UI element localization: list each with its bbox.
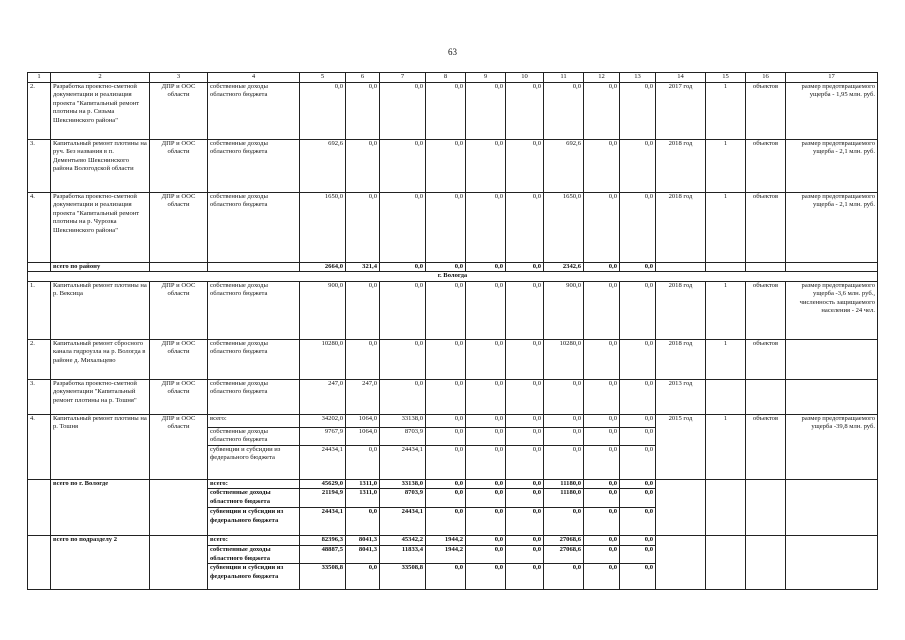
amount-cell: 24434,1 <box>300 508 346 536</box>
amount-cell: 0,0 <box>620 545 656 563</box>
executor: ДПР и ООС области <box>150 379 208 414</box>
amount-cell: 0,0 <box>426 379 466 414</box>
row-number: 4. <box>28 192 51 262</box>
amount-cell: 0,0 <box>584 379 620 414</box>
amount-cell: 1064,0 <box>346 427 380 445</box>
unit: объектов <box>746 339 786 379</box>
funding-source: всего: <box>208 414 300 427</box>
project-row <box>28 192 878 262</box>
amount-cell: 0,0 <box>620 339 656 379</box>
blank-cell <box>706 536 746 590</box>
funding-source: всего: <box>208 479 300 489</box>
project-row <box>28 339 878 379</box>
column-number: 14 <box>656 73 706 83</box>
funding-source: собственные доходы областного бюджета <box>208 339 300 379</box>
amount-cell: 10280,0 <box>544 339 584 379</box>
amount-cell: 0,0 <box>584 564 620 590</box>
amount-cell: 0,0 <box>584 445 620 479</box>
amount-cell: 0,0 <box>380 139 426 192</box>
amount-cell: 0,0 <box>426 139 466 192</box>
amount-cell: 692,6 <box>300 139 346 192</box>
project-name: Капитальный ремонт плотины на руч. Без названия в п. Дементьево Шекснинского района Вологодской области <box>51 139 150 192</box>
project-row <box>28 139 878 192</box>
amount-cell: 1311,0 <box>346 479 380 489</box>
amount-cell: 0,0 <box>620 479 656 489</box>
project-name: Капитальный ремонт плотины на р. Тошня <box>51 414 150 479</box>
amount-cell: 0,0 <box>466 339 506 379</box>
amount-cell: 34202,0 <box>300 414 346 427</box>
amount-cell: 0,0 <box>380 379 426 414</box>
blank-cell <box>28 262 51 272</box>
amount-cell: 0,0 <box>506 479 544 489</box>
amount-cell: 10280,0 <box>300 339 346 379</box>
blank-cell <box>208 262 300 272</box>
total-label: всего по району <box>51 262 150 272</box>
funding-source: субвенции и субсидии из федерального бюджета <box>208 445 300 479</box>
amount-cell: 1944,2 <box>426 536 466 546</box>
row-number: 1. <box>28 281 51 339</box>
amount-cell: 0,0 <box>346 508 380 536</box>
column-number: 15 <box>706 73 746 83</box>
column-number: 12 <box>584 73 620 83</box>
amount-cell: 0,0 <box>620 536 656 546</box>
amount-cell: 0,0 <box>380 281 426 339</box>
amount-cell: 0,0 <box>466 379 506 414</box>
amount-cell: 0,0 <box>426 414 466 427</box>
amount-cell: 0,0 <box>466 139 506 192</box>
amount-cell: 0,0 <box>466 445 506 479</box>
amount-cell: 0,0 <box>466 281 506 339</box>
amount-cell: 1944,2 <box>426 545 466 563</box>
row-number: 4. <box>28 414 51 479</box>
amount-cell: 0,0 <box>620 192 656 262</box>
amount-cell: 0,0 <box>346 139 380 192</box>
amount-cell: 0,0 <box>346 564 380 590</box>
amount-cell: 0,0 <box>506 414 544 427</box>
project-name: Разработка проектно-сметной документации "Капитальный ремонт плотины на р. Тошня" <box>51 379 150 414</box>
row-number: 2. <box>28 82 51 139</box>
amount-cell: 0,0 <box>506 545 544 563</box>
blank-cell <box>786 262 878 272</box>
funding-source: субвенции и субсидии из федерального бюджета <box>208 508 300 536</box>
amount-cell: 0,0 <box>426 489 466 508</box>
amount-cell: 0,0 <box>506 564 544 590</box>
amount-cell: 0,0 <box>584 192 620 262</box>
funding-source: собственные доходы областного бюджета <box>208 545 300 563</box>
executor: ДПР и ООС области <box>150 139 208 192</box>
amount-cell: 0,0 <box>426 508 466 536</box>
amount-cell: 0,0 <box>544 564 584 590</box>
executor: ДПР и ООС области <box>150 339 208 379</box>
amount-cell: 0,0 <box>584 82 620 139</box>
quantity: 1 <box>706 192 746 262</box>
amount-cell: 0,0 <box>466 192 506 262</box>
amount-cell: 1064,0 <box>346 414 380 427</box>
amount-cell: 21194,9 <box>300 489 346 508</box>
funding-source: собственные доходы областного бюджета <box>208 489 300 508</box>
amount-cell: 0,0 <box>584 489 620 508</box>
blank-cell <box>786 536 878 590</box>
blank-cell <box>656 479 706 536</box>
column-number: 10 <box>506 73 544 83</box>
funding-source: собственные доходы областного бюджета <box>208 82 300 139</box>
amount-cell: 900,0 <box>300 281 346 339</box>
amount-cell: 0,0 <box>380 192 426 262</box>
column-number: 3 <box>150 73 208 83</box>
amount-cell: 82396,3 <box>300 536 346 546</box>
amount-cell: 0,0 <box>544 379 584 414</box>
amount-cell: 0,0 <box>584 281 620 339</box>
amount-cell: 1650,0 <box>300 192 346 262</box>
year: 2018 год <box>656 339 706 379</box>
amount-cell: 0,0 <box>466 479 506 489</box>
quantity: 1 <box>706 339 746 379</box>
quantity: 1 <box>706 281 746 339</box>
amount-cell: 0,0 <box>584 545 620 563</box>
city-heading: г. Вологда <box>28 272 878 282</box>
executor: ДПР и ООС области <box>150 82 208 139</box>
funding-source: субвенции и субсидии из федерального бюджета <box>208 564 300 590</box>
amount-cell: 0,0 <box>544 82 584 139</box>
funding-source: собственные доходы областного бюджета <box>208 281 300 339</box>
amount-cell: 11180,0 <box>544 489 584 508</box>
amount-cell: 0,0 <box>620 281 656 339</box>
column-number: 13 <box>620 73 656 83</box>
amount-cell: 9767,9 <box>300 427 346 445</box>
blank-cell <box>150 536 208 590</box>
funding-source: собственные доходы областного бюджета <box>208 427 300 445</box>
amount-cell: 0,0 <box>506 192 544 262</box>
amount-cell: 0,0 <box>620 445 656 479</box>
amount-cell: 24434,1 <box>380 445 426 479</box>
amount-cell: 0,0 <box>466 489 506 508</box>
funding-source: всего: <box>208 536 300 546</box>
row-number: 2. <box>28 339 51 379</box>
column-number: 9 <box>466 73 506 83</box>
amount-cell: 0,0 <box>584 139 620 192</box>
amount-cell: 27068,6 <box>544 545 584 563</box>
year: 2018 год <box>656 139 706 192</box>
amount-cell: 0,0 <box>544 427 584 445</box>
amount-cell: 0,0 <box>544 445 584 479</box>
column-number: 6 <box>346 73 380 83</box>
amount-cell: 0,0 <box>426 445 466 479</box>
amount-cell: 0,0 <box>506 379 544 414</box>
amount-cell: 0,0 <box>466 262 506 272</box>
year: 2015 год <box>656 414 706 479</box>
effect: размер предотвращаемого ущерба - 2,1 млн. руб. <box>786 192 878 262</box>
project-name: Капитальный ремонт сбросного канала гидроузла на р. Вологда в районе д. Михальцево <box>51 339 150 379</box>
amount-cell: 0,0 <box>346 192 380 262</box>
unit: объектов <box>746 281 786 339</box>
effect: размер предотвращаемого ущерба -3,6 млн. руб., численность защищаемого населения - 24 чел. <box>786 281 878 339</box>
amount-cell: 8041,3 <box>346 536 380 546</box>
project-name: Разработка проектно-сметной документации и реализация проекта "Капитальный ремонт плотины на р. Сизьма Шекснинского района" <box>51 82 150 139</box>
amount-cell: 27068,6 <box>544 536 584 546</box>
amount-cell: 0,0 <box>620 564 656 590</box>
blank-cell <box>746 262 786 272</box>
year: 2018 год <box>656 281 706 339</box>
amount-cell: 0,0 <box>300 82 346 139</box>
amount-cell: 0,0 <box>506 281 544 339</box>
quantity: 1 <box>706 414 746 479</box>
total-subrow <box>28 479 878 489</box>
unit: объектов <box>746 192 786 262</box>
amount-cell: 0,0 <box>426 281 466 339</box>
amount-cell: 8703,9 <box>380 489 426 508</box>
amount-cell: 0,0 <box>466 545 506 563</box>
column-number: 2 <box>51 73 150 83</box>
amount-cell: 0,0 <box>426 564 466 590</box>
quantity: 1 <box>706 139 746 192</box>
effect: размер предотвращаемого ущерба -39,8 млн. руб. <box>786 414 878 479</box>
amount-cell: 0,0 <box>584 339 620 379</box>
amount-cell: 24434,1 <box>380 508 426 536</box>
amount-cell: 0,0 <box>620 139 656 192</box>
quantity <box>706 379 746 414</box>
amount-cell: 45629,0 <box>300 479 346 489</box>
amount-cell: 692,6 <box>544 139 584 192</box>
amount-cell: 0,0 <box>620 82 656 139</box>
amount-cell: 0,0 <box>506 489 544 508</box>
amount-cell: 2342,6 <box>544 262 584 272</box>
project-row <box>28 82 878 139</box>
amount-cell: 8703,9 <box>380 427 426 445</box>
total-label: всего по г. Вологде <box>51 479 150 536</box>
unit: объектов <box>746 82 786 139</box>
column-number: 8 <box>426 73 466 83</box>
row-number: 3. <box>28 379 51 414</box>
amount-cell: 0,0 <box>346 339 380 379</box>
amount-cell: 24434,1 <box>300 445 346 479</box>
year: 2017 год <box>656 82 706 139</box>
column-number: 7 <box>380 73 426 83</box>
amount-cell: 900,0 <box>544 281 584 339</box>
amount-cell: 0,0 <box>380 339 426 379</box>
amount-cell: 0,0 <box>466 536 506 546</box>
amount-cell: 0,0 <box>620 379 656 414</box>
amount-cell: 0,0 <box>620 414 656 427</box>
amount-cell: 0,0 <box>426 427 466 445</box>
total-row <box>28 262 878 272</box>
amount-cell: 0,0 <box>620 262 656 272</box>
amount-cell: 0,0 <box>426 479 466 489</box>
year: 2013 год <box>656 379 706 414</box>
unit: объектов <box>746 139 786 192</box>
amount-cell: 0,0 <box>426 262 466 272</box>
amount-cell: 0,0 <box>346 82 380 139</box>
amount-cell: 0,0 <box>506 508 544 536</box>
blank-cell <box>28 479 51 536</box>
executor: ДПР и ООС области <box>150 192 208 262</box>
executor: ДПР и ООС области <box>150 281 208 339</box>
amount-cell: 0,0 <box>346 445 380 479</box>
amount-cell: 0,0 <box>544 414 584 427</box>
amount-cell: 0,0 <box>426 192 466 262</box>
project-row <box>28 379 878 414</box>
amount-cell: 1650,0 <box>544 192 584 262</box>
funding-source: собственные доходы областного бюджета <box>208 139 300 192</box>
amount-cell: 0,0 <box>380 82 426 139</box>
amount-cell: 321,4 <box>346 262 380 272</box>
amount-cell: 0,0 <box>466 508 506 536</box>
blank-cell <box>28 536 51 590</box>
amount-cell: 0,0 <box>506 427 544 445</box>
row-number: 3. <box>28 139 51 192</box>
blank-cell <box>656 262 706 272</box>
amount-cell: 0,0 <box>620 489 656 508</box>
total-subrow <box>28 536 878 546</box>
blank-cell <box>150 479 208 536</box>
budget-table <box>27 72 878 590</box>
amount-cell: 0,0 <box>506 445 544 479</box>
amount-cell: 11833,4 <box>380 545 426 563</box>
amount-cell: 45342,2 <box>380 536 426 546</box>
unit <box>746 379 786 414</box>
project-name: Разработка проектно-сметной документации и реализация проекта "Капитальный ремонт плотины на р. Чурозка Шекснинского района" <box>51 192 150 262</box>
amount-cell: 0,0 <box>620 508 656 536</box>
amount-cell: 33508,8 <box>300 564 346 590</box>
amount-cell: 0,0 <box>584 479 620 489</box>
amount-cell: 48887,5 <box>300 545 346 563</box>
total-label: всего по подразделу 2 <box>51 536 150 590</box>
amount-cell: 0,0 <box>380 262 426 272</box>
amount-cell: 0,0 <box>466 427 506 445</box>
amount-cell: 0,0 <box>584 536 620 546</box>
blank-cell <box>706 262 746 272</box>
amount-cell: 0,0 <box>584 262 620 272</box>
effect: размер предотвращаемого ущерба - 2,1 млн. руб. <box>786 139 878 192</box>
amount-cell: 0,0 <box>466 414 506 427</box>
page-number: 63 <box>448 47 457 57</box>
project-row <box>28 281 878 339</box>
column-number: 5 <box>300 73 346 83</box>
project-name: Капитальный ремонт плотины на р. Вексица <box>51 281 150 339</box>
amount-cell: 0,0 <box>506 339 544 379</box>
amount-cell: 0,0 <box>506 82 544 139</box>
amount-cell: 0,0 <box>466 82 506 139</box>
amount-cell: 0,0 <box>506 536 544 546</box>
amount-cell: 0,0 <box>544 508 584 536</box>
section-heading-row <box>28 272 878 282</box>
amount-cell: 0,0 <box>506 139 544 192</box>
executor: ДПР и ООС области <box>150 414 208 479</box>
column-number: 1 <box>28 73 51 83</box>
quantity: 1 <box>706 82 746 139</box>
blank-cell <box>786 479 878 536</box>
amount-cell: 247,0 <box>346 379 380 414</box>
amount-cell: 0,0 <box>426 82 466 139</box>
funding-source: собственные доходы областного бюджета <box>208 379 300 414</box>
year: 2018 год <box>656 192 706 262</box>
column-number: 4 <box>208 73 300 83</box>
amount-cell: 0,0 <box>466 564 506 590</box>
amount-cell: 247,0 <box>300 379 346 414</box>
column-number: 16 <box>746 73 786 83</box>
amount-cell: 33138,0 <box>380 414 426 427</box>
header-row <box>28 73 878 83</box>
blank-cell <box>656 536 706 590</box>
blank-cell <box>746 479 786 536</box>
column-number: 11 <box>544 73 584 83</box>
project-subrow <box>28 414 878 427</box>
effect <box>786 379 878 414</box>
blank-cell <box>150 262 208 272</box>
amount-cell: 11180,0 <box>544 479 584 489</box>
amount-cell: 33138,0 <box>380 479 426 489</box>
blank-cell <box>746 536 786 590</box>
amount-cell: 0,0 <box>584 427 620 445</box>
amount-cell: 0,0 <box>584 508 620 536</box>
amount-cell: 1311,0 <box>346 489 380 508</box>
funding-source: собственные доходы областного бюджета <box>208 192 300 262</box>
amount-cell: 0,0 <box>506 262 544 272</box>
amount-cell: 0,0 <box>584 414 620 427</box>
amount-cell: 0,0 <box>426 339 466 379</box>
amount-cell: 0,0 <box>620 427 656 445</box>
blank-cell <box>706 479 746 536</box>
amount-cell: 33508,8 <box>380 564 426 590</box>
amount-cell: 2664,0 <box>300 262 346 272</box>
amount-cell: 8041,3 <box>346 545 380 563</box>
amount-cell: 0,0 <box>346 281 380 339</box>
column-number: 17 <box>786 73 878 83</box>
effect: размер предотвращаемого ущерба - 1,95 млн. руб. <box>786 82 878 139</box>
effect <box>786 339 878 379</box>
unit: объектов <box>746 414 786 479</box>
